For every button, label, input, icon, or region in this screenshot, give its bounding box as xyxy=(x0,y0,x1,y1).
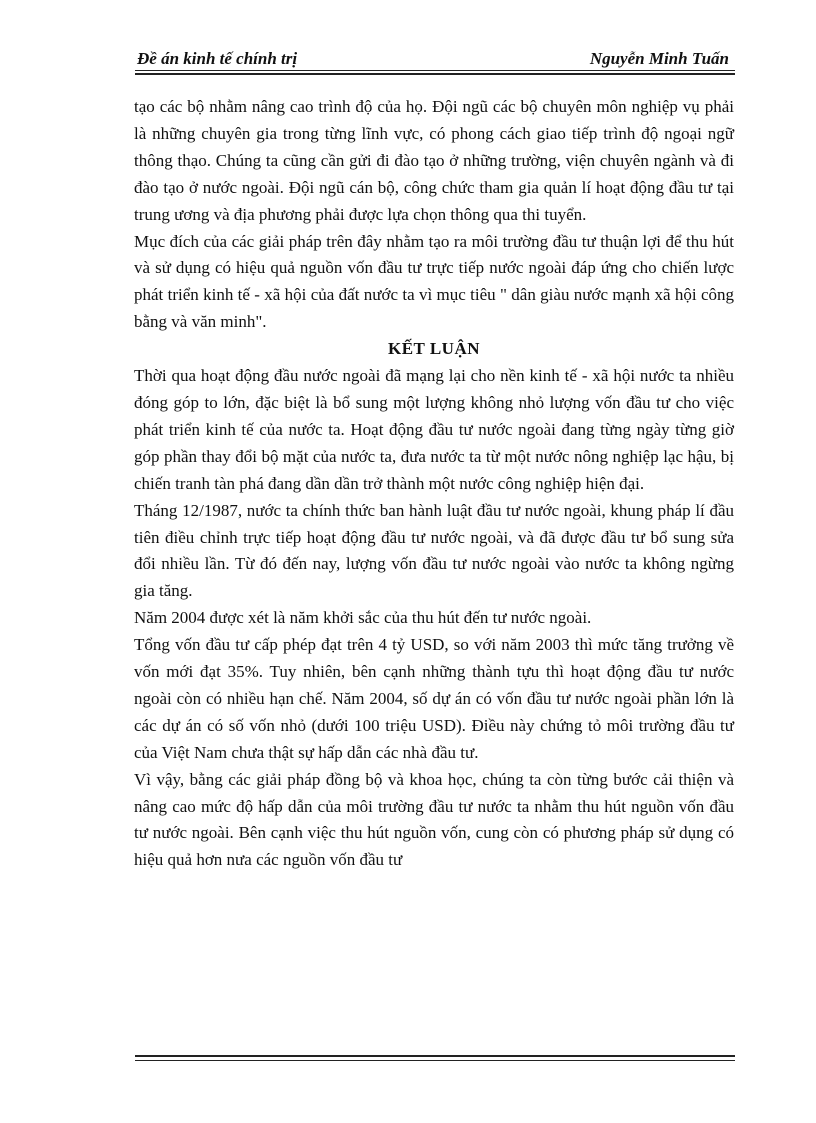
header-document-title: Đề án kinh tế chính trị xyxy=(137,49,298,68)
footer-rule-thick xyxy=(135,1055,735,1057)
footer-rule-thin xyxy=(135,1060,735,1061)
document-body xyxy=(134,94,734,874)
paragraph-solutions: Vì vậy, bằng các giải pháp đồng bộ và khoa học, chúng ta còn từng bước cải thiện và nâng cao mức độ hấp dẫn của môi trường đầu tư nước ta nhằm thu hút nguồn vốn đầu tư nước ngoài. Bên cạnh việc thu hút nguồn vốn, cung còn có phương pháp sử dụng có hiệu quả hơn nưa các nguồn vốn đầu tư xyxy=(134,769,734,870)
paragraph-contribution: Thời qua hoạt động đầu nước ngoài đã mạng lại cho nền kinh tế - xã hội nước ta nhiều đóng góp to lớn, đặc biệt là bổ sung một lượng không nhỏ lượng vốn đầu tư cho việc phát triển kinh tế của nước ta. Hoạt động đầu tư nước ngoài đang từng ngày từng giờ góp phần thay đổi bộ mặt của nước ta, đưa nước ta từ một nước nông nghiệp lạc hậu, bị chiến tranh tàn phá đang dần dần trở thành một nước công nghiệp hiện đại. xyxy=(134,366,734,493)
page-header xyxy=(135,46,735,70)
paragraph-year-2004: Năm 2004 được xét là năm khởi sắc của thu hút đến tư nước ngoài. xyxy=(134,608,592,628)
paragraph-purpose: Mục đích của các giải pháp trên đây nhằm tạo ra môi trường đầu tư thuận lợi để thu hút và sử dụng có hiệu quả nguồn vốn đầu tư trực tiếp nước ngoài đáp ứng cho chiến lược phát triển kinh tế - xã hội của đất nước ta vì mục tiêu " dân giàu nước mạnh xã hội công bằng và văn minh". xyxy=(134,231,734,332)
paragraph-capital-total: Tổng vốn đầu tư cấp phép đạt trên 4 tỷ USD, so với năm 2003 thì mức tăng trưởng về vốn mới đạt 35%. Tuy nhiên, bên cạnh những thành tựu thì hoạt động đầu tư nước ngoài còn có nhiều hạn chế. Năm 2004, số dự án có vốn đầu tư nước ngoài phần lớn là các dự án có số vốn nhỏ (dưới 100 triệu USD). Điều này chứng tỏ môi trường đầu tư của Việt Nam chưa thật sự hấp dẫn các nhà đầu tư. xyxy=(134,635,734,762)
conclusion-heading: KẾT LUẬN xyxy=(387,339,480,359)
paragraph-training: tạo các bộ nhằm nâng cao trình độ của họ. Đội ngũ các bộ chuyên môn nghiệp vụ phải là những chuyên gia trong từng lĩnh vực, có phong cách giao tiếp trình độ ngoại ngữ thông thạo. Chúng ta cũng cần gửi đi đào tạo ở những trường, viện chuyên ngành và đi đào tạo ở nước ngoài. Đội ngũ cán bộ, công chức tham gia quản lí hoạt động đầu tư tại trung ương và địa phương phải được lựa chọn thông qua thi tuyển. xyxy=(134,97,734,224)
paragraph-law-1987: Tháng 12/1987, nước ta chính thức ban hành luật đầu tư nước ngoài, khung pháp lí đầu tiên điều chỉnh trực tiếp hoạt động đầu tư nước ngoài, và đã được đầu tư bổ sung sửa đổi nhiều lần. Từ đó đến nay, lượng vốn đầu tư nước ngoài vào nước ta không ngừng gia tăng. xyxy=(134,500,734,601)
header-rule-thin xyxy=(135,70,735,71)
header-author: Nguyễn Minh Tuấn xyxy=(589,49,729,68)
header-rule-thick xyxy=(135,73,735,75)
